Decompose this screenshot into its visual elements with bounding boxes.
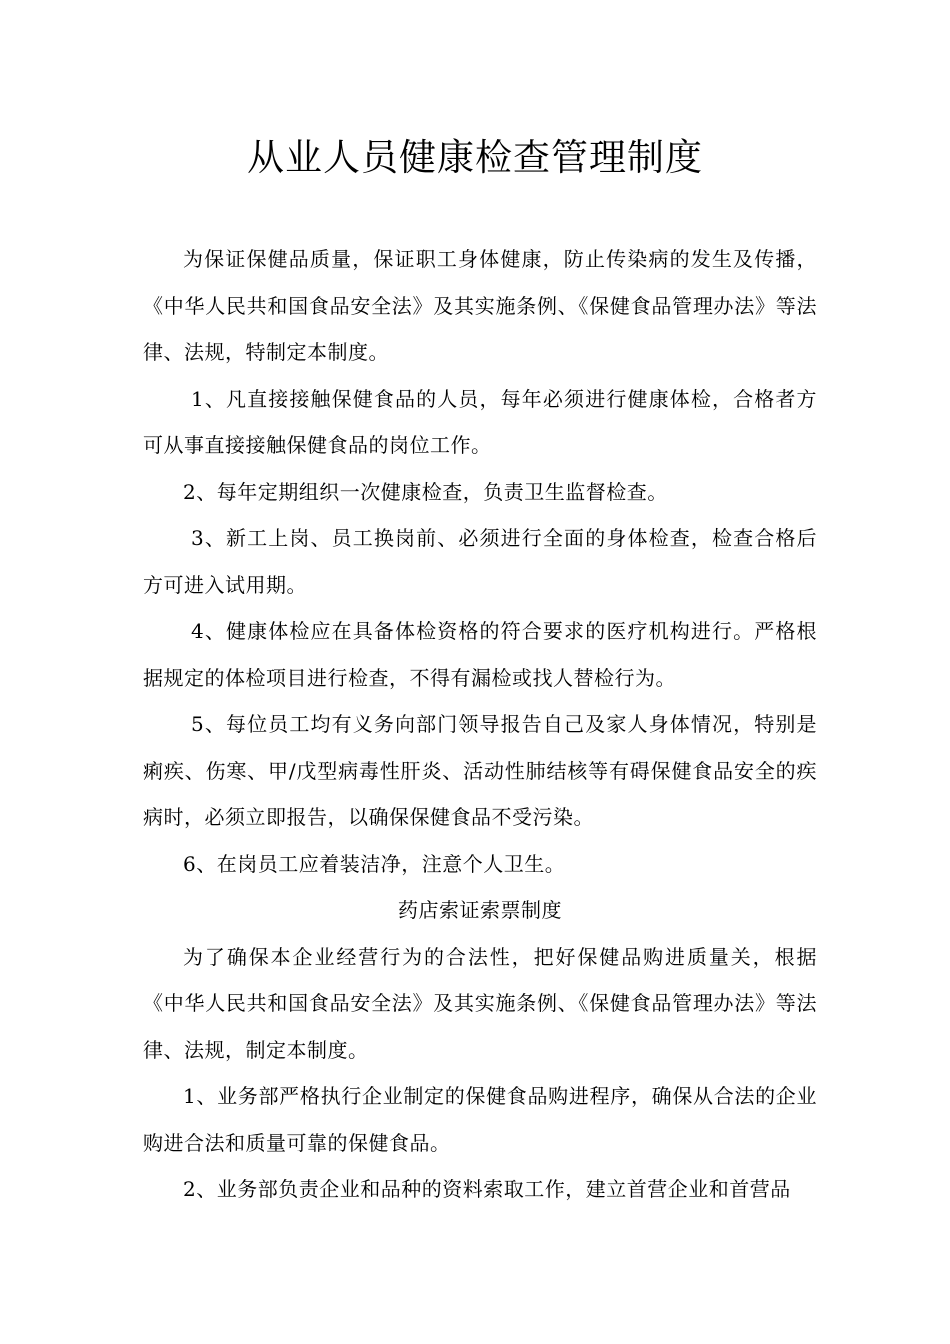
section2-heading: 药店索证索票制度 xyxy=(398,898,562,922)
document-title: 从业人员健康检查管理制度 xyxy=(247,136,703,179)
section1-item-2: 2、每年定期组织一次健康检查，负责卫生监督检查。 xyxy=(183,479,668,504)
document-body xyxy=(143,236,817,1213)
section2-item-1: 1、业务部严格执行企业制定的保健食品购进程序，确保从合法的企业购进合法和质量可靠的保健食品。 xyxy=(143,1084,817,1155)
section1-item-3: 3、新工上岗、员工换岗前、必须进行全面的身体检查，检查合格后方可进入试用期。 xyxy=(143,526,817,597)
section1-intro-paragraph: 为保证保健品质量，保证职工身体健康，防止传染病的发生及传播，《中华人民共和国食品安全法》及其实施条例、《保健食品管理办法》等法律、法规，特制定本制度。 xyxy=(143,247,817,364)
section1-item-6: 6、在岗员工应着装洁净，注意个人卫生。 xyxy=(183,851,566,876)
section1-item-1: 1、凡直接接触保健食品的人员，每年必须进行健康体检，合格者方可从事直接接触保健食品的岗位工作。 xyxy=(143,386,817,457)
section2-intro-paragraph: 为了确保本企业经营行为的合法性，把好保健品购进质量关，根据《中华人民共和国食品安全法》及其实施条例、《保健食品管理办法》等法律、法规，制定本制度。 xyxy=(143,944,817,1062)
section1-item-5: 5、每位员工均有义务向部门领导报告自己及家人身体情况，特别是痢疾、伤寒、甲/戊型病毒性肝炎、活动性肺结核等有碍保健食品安全的疾病时，必须立即报告，以确保保健食品不受污染。 xyxy=(143,712,817,829)
section1-item-4: 4、健康体检应在具备体检资格的符合要求的医疗机构进行。严格根据规定的体检项目进行检查，不得有漏检或找人替检行为。 xyxy=(143,619,817,690)
section2-item-2: 2、业务部负责企业和品种的资料索取工作，建立首营企业和首营品 xyxy=(183,1177,791,1201)
